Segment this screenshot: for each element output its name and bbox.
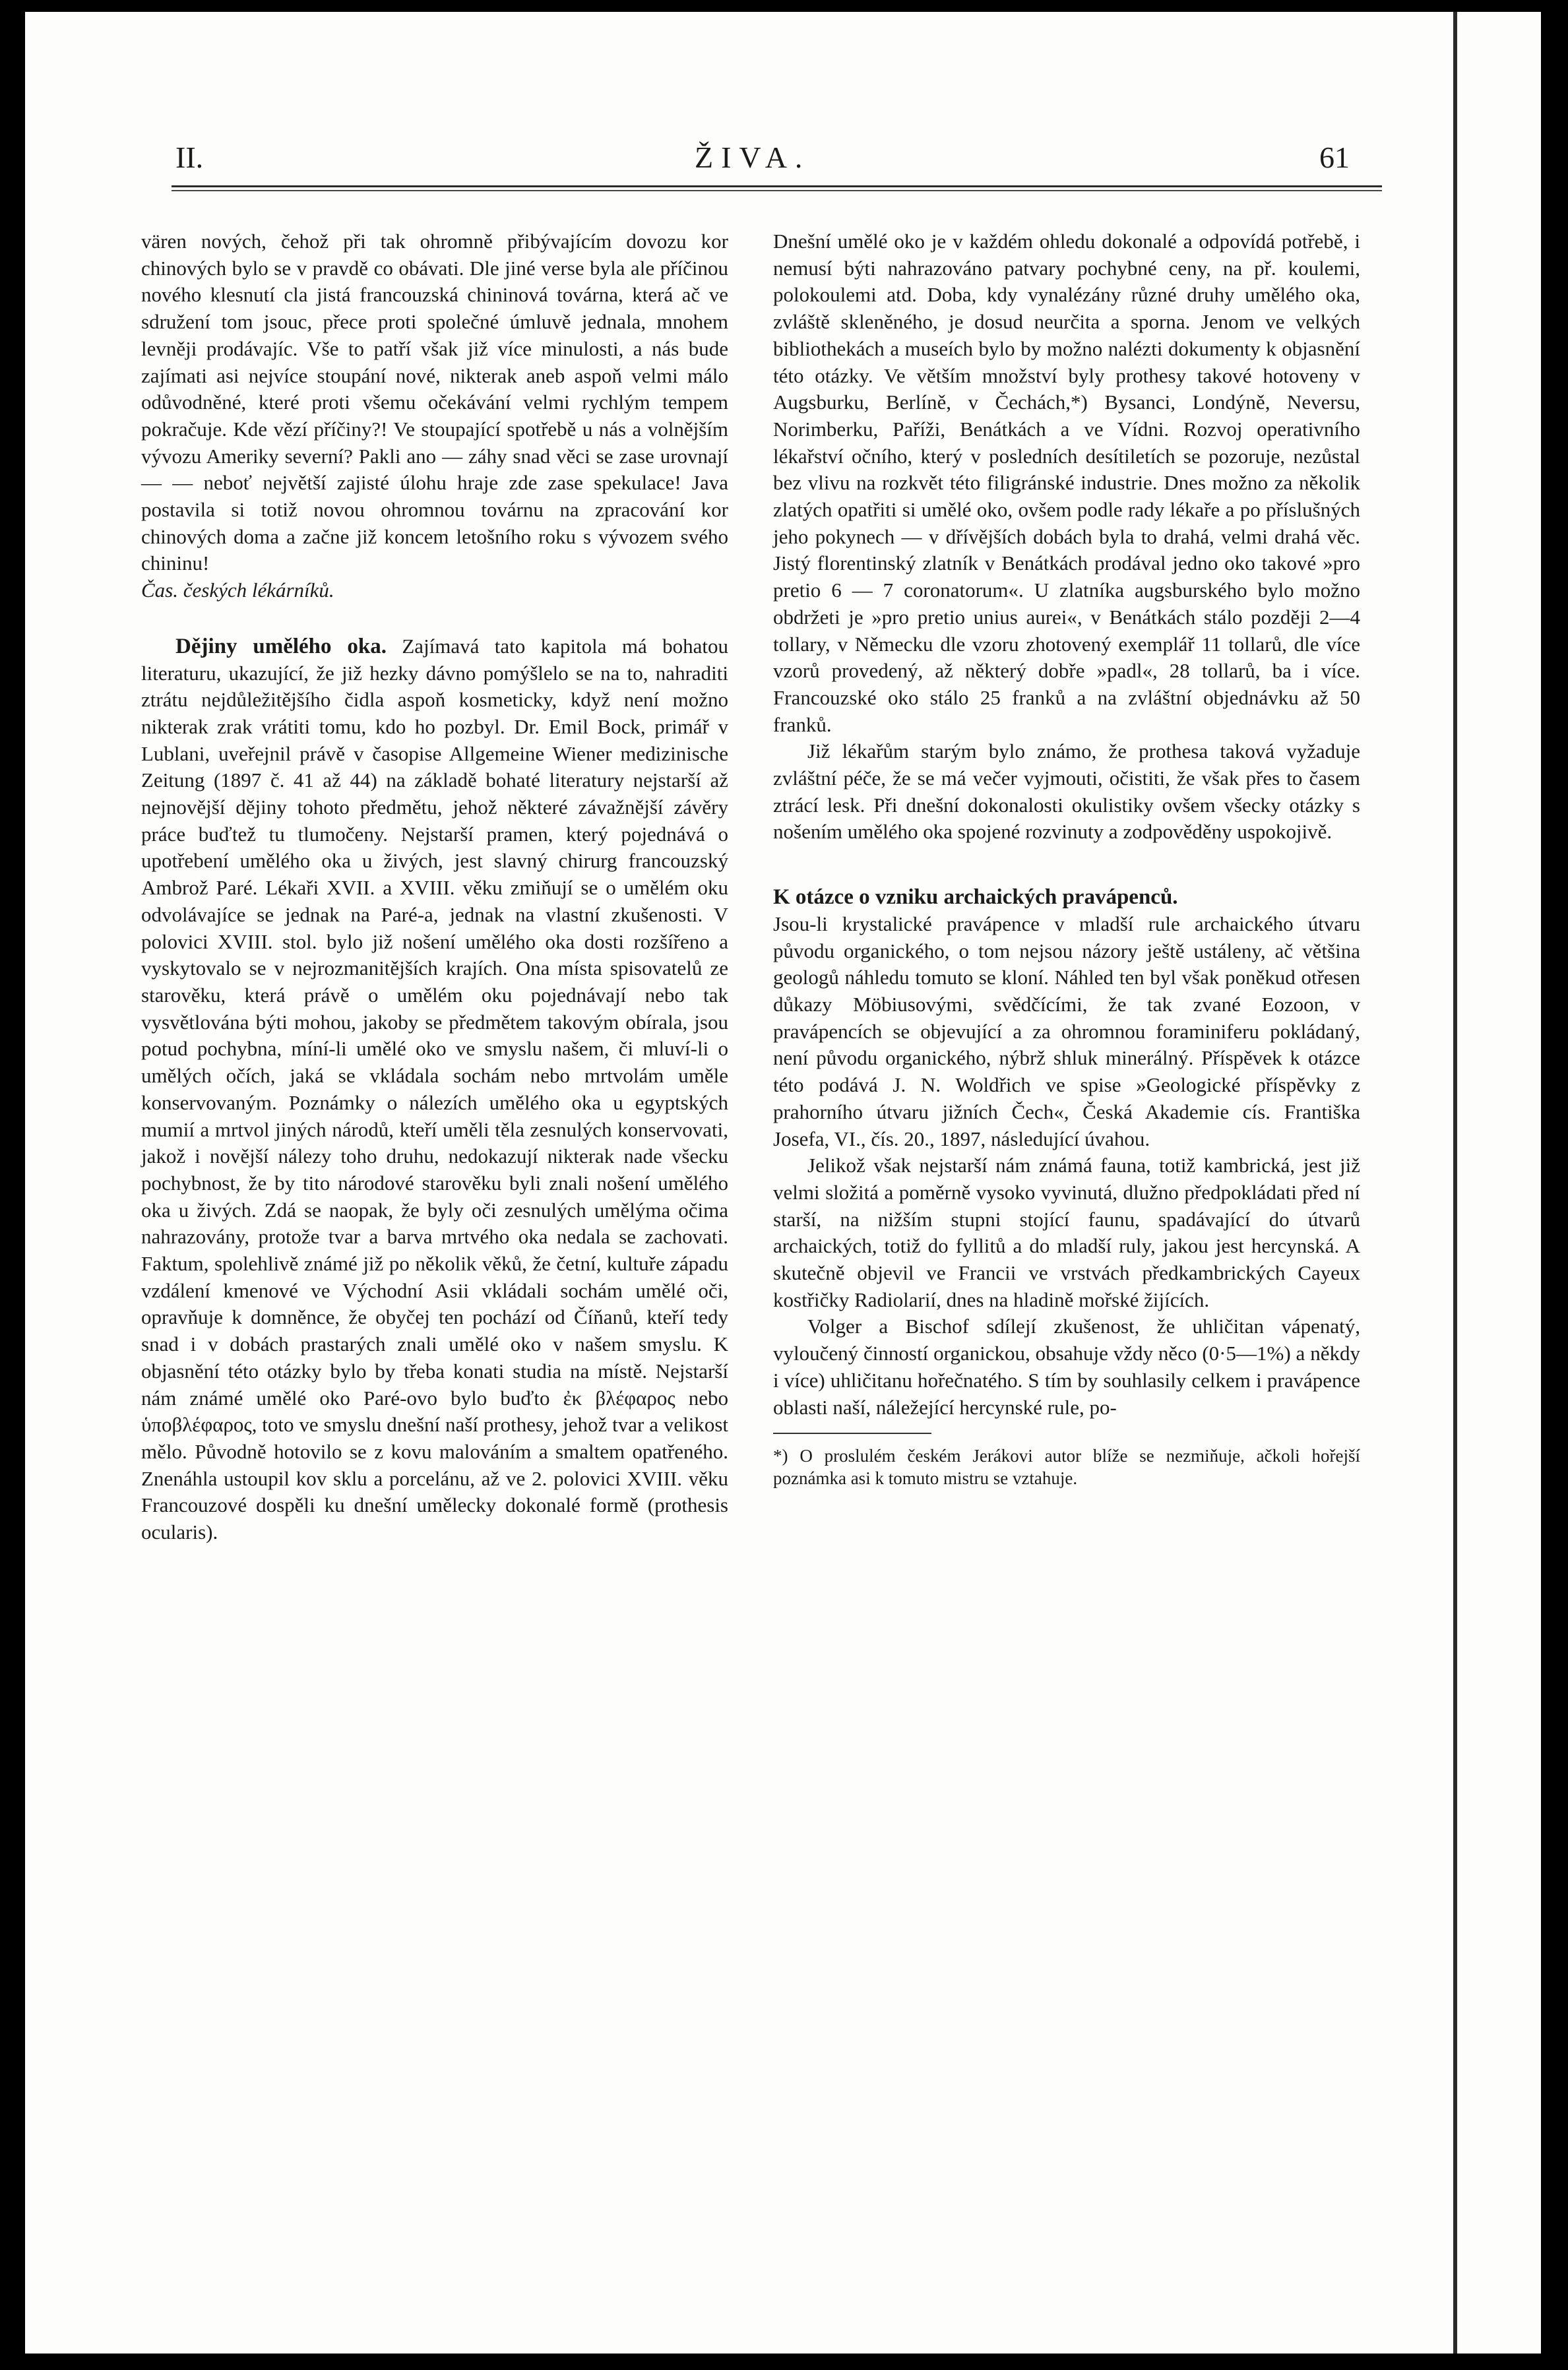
scanned-page xyxy=(25,12,1541,2354)
paragraph-modern-eye: Dnešní umělé oko je v každém ohledu dokonalé a odpovídá potřebě, i nemusí býti nahrazováno patvary pochybné ceny, na př. koulemi, polokoulemi atd. Doba, kdy vynalézány různé druhy umělého oka, zvláště skleněného, je dosud neurčita a sporna. Jenom ve velkých bibliothekách a museích bylo by možno nalézti dokumenty k objasnění této otázky. Ve větším množství byly prothesy takové hotoveny v Augsburku, Berlíně, v Čechách,*) Bysanci, Londýně, Neversu, Norimberku, Paříži, Benátkách a ve Vídni. Rozvoj operativního lékařství očního, který v posledních desítiletích se pozoruje, nezůstal bez vlivu na rozkvět této filigránské industrie. Dnes možno za několik zlatých opatřiti si umělé oko, ovšem podle rady lékaře a po příslušných jeho pokynech — v dřívějších dobách byla to drahá, velmi drahá věc. Jistý florentinský zlatník v Benátkách prodával jedno oko takové »pro pretio 6 — 7 coronatorum«. U zlatníka augsburského bylo možno obdržeti je »pro pretio unius aurei«, v Benátkách stálo později 2—4 tollary, v Německu dle vzoru zhotovený exemplář 11 tollarů, dle více vzorů provedený, až některý dobře »padl«, 28 tollarů, ba i více. Francouzské oko stálo 25 franků a na zvláštní objednávku až 50 franků. xyxy=(773,230,1360,736)
left-column xyxy=(141,228,728,1546)
section-title-artificial-eye: Dějiny umělého oka. xyxy=(175,634,387,658)
paragraph-care: Již lékařům starým bylo známo, že prothesa taková vyžaduje zvláštní péče, že se má večer vyjmouti, očistiti, že však přes to časem ztrácí lesk. Při dnešní dokonalosti okulistiky ovšem všecky otázky s nošením umělého oka spojené rozvinuty a zodpověděny uspokojivě. xyxy=(773,739,1360,844)
paragraph-artificial-eye: Zajímavá tato kapitola má bohatou literaturu, ukazující, že již hezky dávno pomýšlelo se na to, nahraditi ztrátu nejdůležitějšího čidla aspoň kosmeticky, když není možno nikterak zrak vrátiti tomu, kdo ho pozbyl. Dr. Emil Bock, primář v Lublani, uveřejnil právě v časopise Allgemeine Wiener medizinische Zeitung (1897 č. 41 až 44) na základě bohaté literatury nejstarší až nejnovější dějiny tohoto předmětu, jehož některé závažnější závěry práce buďtež tu tlumočeny. Nejstarší pramen, který pojednává o upotřebení umělého oka u živých, jest slavný chirurg francouzský Ambrož Paré. Lékaři XVII. a XVIII. věku zmiňují se o umělém oku odvolávajíce se jednak na Paré-a, jednak na vlastní zkušenosti. V polovici XVIII. stol. bylo již nošení umělého oka dosti rozšířeno a vyskytovalo se v nejrozmanitějších krajích. Ona místa spisovatelů ze starověku, která právě o umělém oku pojednávají nebo tak vysvětlována býti mohou, jakoby se předmětem takovým obírala, jsou potud pochybna, míní-li umělé oko ve smyslu našem, či mluví-li o umělých očích, jaká se vkládala sochám nebo mrtvolám uměle konservovaným. Poznámky o nálezích umělého oka u egyptských mumií a mrtvol jiných národů, kteří uměli těla zesnulých konservovati, jakož i novější nálezy toho druhu, nedokazují nikterak nade všecku pochybnost, že by tito národové starověku byli znali nošení umělého oka u živých. Zdá se naopak, že byly oči zesnulých umělýma očima nahrazovány, protože tvar a barva mrtvého oka nedala se zachovati. Faktum, spolehlivě známé již po několik věků, že četní, kultuře západu vzdálení kmenové ve Východní Asii vkládali sochám umělé oči, opravňuje k domněnce, že obyčej ten pochází od Číňanů, kteří tedy snad i v dobách prastarých znali umělé oko v našem smyslu. K objasnění této otázky bylo by třeba konati studia na místě. Nejstarší nám známé umělé oko Paré-ovo bylo buďto ἐκ βλέφαρος nebo ὑποβλέφαρος, toto ve smyslu dnešní naší prothesy, jehož tvar a velikost mělo. Původně hotovilo se z kovu malováním a smaltem opatřeného. Znenáhla ustoupil kov sklu a porcelánu, až ve 2. polovici XVIII. věku Francouzové dospěli ku dnešní umělecky dokonalé formě (prothesis ocularis). xyxy=(141,634,729,1544)
article-artificial-eye xyxy=(141,633,728,1546)
journal-title: ŽIVA. xyxy=(695,140,811,174)
paragraph-archaic-1: Jsou-li krystalické pravápence v mladší rule archaického útvaru původu organického, o tom nejsou názory ještě ustáleny, ač většina geologů náhledu tomuto se kloní. Náhled ten byl však poněkud otřesen důkazy Möbiusovými, svědčícími, že tak zvané Eozoon, v pravápencích se objevující a za ohromnou foraminiferu pokládaný, není původu organického, nýbrž shluk minerálný. Příspěvek k otázce této podává J. N. Woldřich ve spise »Geologické příspěvky z prahorního útvaru jižních Čech«, Česká Akademie cís. Františka Josefa, VI., čís. 20., 1897, následující úvahou. xyxy=(773,912,1360,1150)
volume-number: II. xyxy=(175,140,204,174)
header-rule-thin xyxy=(172,190,1382,191)
right-column xyxy=(773,228,1360,1489)
page-number: 61 xyxy=(1319,140,1350,174)
paragraph-chinin: vären nových, čehož při tak ohromně přibývajícím dovozu kor chinových bylo se v pravdě co obávati. Dle jiné verse byla ale příčinou nového klesnutí cla jistá francouzská chininová továrna, která ač ve sdružení tom jsouc, přece proti společné úmluvě jednala, mnohem levněji prodávajíc. Vše to patří však již více minulosti, a nás bude zajímati asi nejvíce stoupání nové, nikterak aneb aspoň velmi málo odůvodněné, které proti všemu očekávání velmi rychlým tempem pokračuje. Kde vězí příčiny?! Ve stoupající spotřebě u nás a volnějším vývozu Ameriky severní? Pakli ano — záhy snad věci se zase urovnají — — neboť největší zajisté úlohu hraje zde zase spekulace! Java postavila si totiž novou ohromnou továrnu na zpracování kor chinových doma a začne již koncem letošního roku s vývozem svého chininu! xyxy=(141,230,728,575)
source-byline: Čas. českých lékárníků. xyxy=(141,578,334,602)
header-rule xyxy=(172,185,1382,187)
page-edge-shadow xyxy=(1453,12,1457,2354)
running-header xyxy=(25,12,1541,210)
paragraph-archaic-3: Volger a Bischof sdílejí zkušenost, že uhličitan vápenatý, vyloučený činností organickou, obsahuje vždy něco (0·5—1%) a někdy i více) uhličitanu hořečnatého. S tím by souhlasily celkem i pravápence oblasti naší, náležející hercynské rule, po- xyxy=(773,1315,1360,1419)
footnote: *) O proslulém českém Jerákovi autor blíže se nezmiňuje, ačkoli hořejší poznámka asi k tomuto mistru se vztahuje. xyxy=(773,1446,1360,1489)
footnote-rule xyxy=(773,1433,931,1434)
section-title-archaic-limestone: K otázce o vzniku archaických pravápenců. xyxy=(773,885,1178,910)
paragraph-archaic-2: Jelikož však nejstarší nám známá fauna, totiž kambrická, jest již velmi složitá a poměrně vysoko vyvinutá, dlužno předpokládati před ní starší, na nižším stupni stojící faunu, spadávající do útvarů archaických, totiž do fyllitů a do mladší ruly, jakou jest hercynská. A skutečně objevil ve Francii ve vrstvách předkambrických Cayeux kostřičky Radiolarií, dnes na hladině mořské žijících. xyxy=(773,1154,1360,1311)
